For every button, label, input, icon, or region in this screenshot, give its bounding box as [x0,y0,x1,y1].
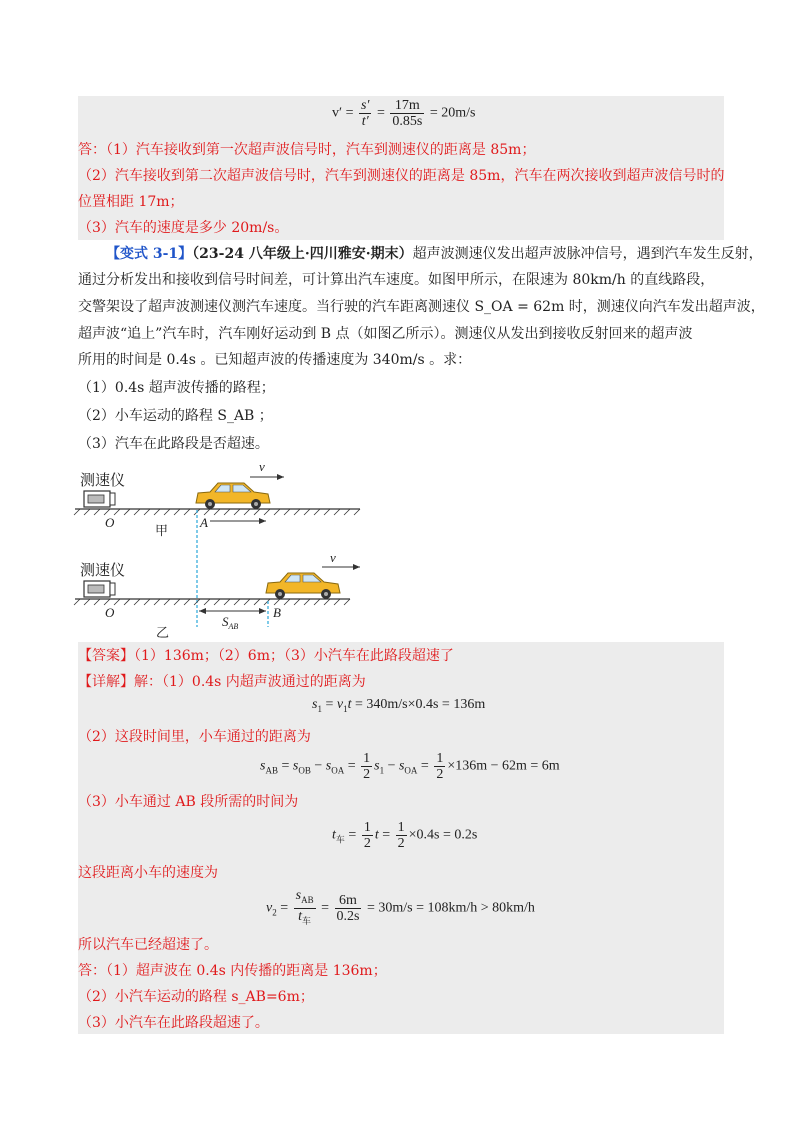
formula-rhs: = 20m/s [429,105,476,121]
car-bottom-icon [266,573,340,599]
top-answer-3: （3）汽车的速度是多少 20m/s。 [78,220,289,236]
question-2: （2）小车运动的路程 S_AB ； [78,408,273,424]
answer-text: （1）136m；（2）6m；（3）小汽车在此路段超速了 [134,648,454,664]
top-answer-1: 答：（1）汽车接收到第一次超声波信号时，汽车到测速仪的距离是 85m； [78,142,536,158]
eq3-tail: ×0.4s = 0.2s [408,827,478,843]
question-1: （1）0.4s 超声波传播的路程； [78,380,275,396]
detail-label: 【详解】 [78,674,134,690]
speed-gun-icon [84,491,115,507]
top-formula: v′ = $\frac{s'}{t'}$ = $\frac{17m}{0.85s}$ = 20m/s [332,98,476,129]
frac2-num: 17m [390,98,424,114]
top-answer-2: （2）汽车接收到第二次超声波信号时，汽车到测速仪的距离是 85m，汽车在两次接收到超声波信号时的 [78,168,725,184]
problem-line-5: 所用的时间是 0.4s 。已知超声波的传播速度为 340m/s 。求： [78,352,472,368]
v-label-top: v [259,459,265,474]
detail-line-4: 这段距离小车的速度为 [78,865,218,881]
eq4-tail: = 30m/s = 108km/h > 80km/h [366,900,535,916]
answer-label: 【答案】 [78,648,134,664]
problem-line-3: 交警架设了超声波测速仪测汽车速度。当行驶的汽车距离测速仪 S_OA = 62m 时，测速仪向汽车发出超声波， [78,299,765,315]
final-answer-2: （2）小汽车运动的路程 s_AB=6m； [78,989,314,1005]
detail-text-1: 解：（1）0.4s 内超声波通过的距离为 [134,674,366,690]
final-answer-1: 答：（1）超声波在 0.4s 内传播的距离是 136m； [78,963,387,979]
o-label-bottom: O [105,605,115,620]
detail-line-3: （3）小车通过 AB 段所需的时间为 [78,794,299,810]
o-label-top: O [105,515,115,530]
formula-frac-1 [359,98,372,129]
problem-tag: 【变式 3-1】 [106,246,193,262]
answer-line [78,646,454,666]
frac1-num: s′ [360,98,370,113]
conclusion: 所以汽车已经超速了。 [78,937,218,953]
eq1-tail: = 340m/s×0.4s = 136m [354,697,486,712]
equation-4: $v_2$ = $\frac{s_{AB}}{t_车}$ = $\frac{6m}{0.2s}$ = 30m/s = 108km/h > 80km/h [266,888,535,926]
detail-line-1 [78,672,366,692]
problem-line-4: 超声波“追上”汽车时，汽车刚好运动到 B 点（如图乙所示）。测速仪从发出到接收反射回来的超声波 [78,326,693,342]
yi-label: 乙 [156,626,170,640]
problem-line-2: 通过分析发出和接收到信号时间差，可计算出汽车速度。如图甲所示，在限速为 80km/h 的直线路段， [78,272,715,288]
formula-frac-2 [390,98,424,129]
equation-1: $s_1 = v_1t = 340m/s\times 0.4s = 136m$ [312,697,486,714]
ground-hatch-bottom [74,599,350,605]
frac2-den: 0.85s [392,114,423,129]
equation-2: $s_{AB} = s_{OB} - s_{OA}$ = $\frac{1}{2}$ $s_1 - s_{OA}$ = $\frac{1}{2}$ ×136m − 62m = 6m [260,751,560,782]
problem-source: （23-24 八年级上·四川雅安·期末） [192,246,413,262]
device-label-bottom: 测速仪 [80,561,126,579]
top-answer-2b: 位置相距 17m； [78,194,184,210]
problem-text-1: 超声波测速仪发出超声波脉冲信号，遇到汽车发生反射， [412,246,763,262]
b-label: B [273,605,281,620]
sab-label: $S_{AB}$ [222,614,239,631]
figure-diagram [70,455,370,640]
device-label-top: 测速仪 [80,471,126,489]
formula-lhs: v′ = [332,105,354,121]
car-top-icon [196,483,270,509]
equation-3: $t_车$ = $\frac{1}{2}$ t = $\frac{1}{2}$ ×0.4s = 0.2s [332,820,478,851]
ground-hatch-top [74,509,360,515]
v-label-bottom: v [330,550,336,565]
frac1-den: t′ [361,114,369,129]
final-answer-3: （3）小汽车在此路段超速了。 [78,1015,269,1031]
question-3: （3）汽车在此路段是否超速。 [78,436,269,452]
speed-gun-icon-bottom [84,581,115,597]
eq2-tail: ×136m − 62m = 6m [447,758,560,774]
a-label: A [200,515,208,530]
jia-label: 甲 [155,524,169,539]
detail-line-2: （2）这段时间里，小车通过的距离为 [78,729,311,745]
problem-line-1 [106,244,763,264]
